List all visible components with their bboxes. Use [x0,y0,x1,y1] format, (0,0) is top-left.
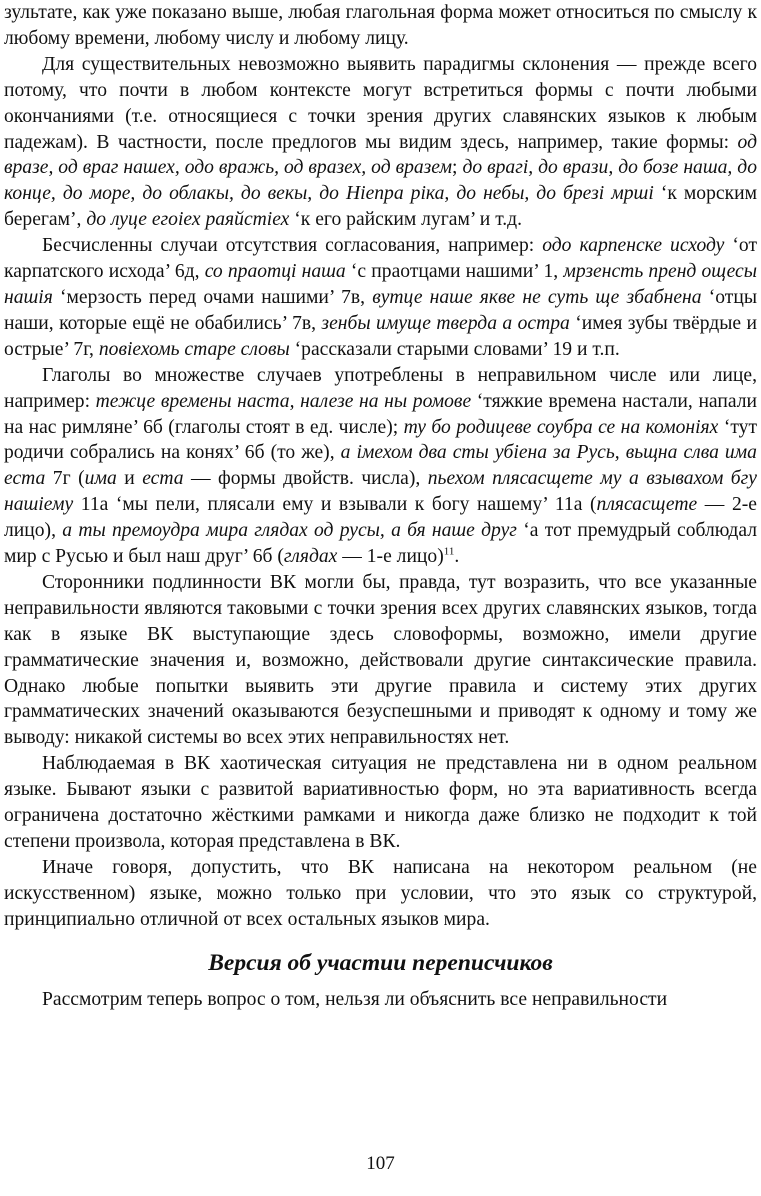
text-run: и [116,468,143,490]
italic-quote: до врагі, до врази, до бозе наша, до конце, до море, до облакы, до векы, до Hiепра ріка, до небы, до брезі мрші [4,157,757,205]
text-run: ‘мерзость перед очами нашими’ 7в, [52,286,373,308]
italic-quote: повiехомь старе словы [98,338,290,360]
section-heading: Версия об участии переписчиков [208,949,553,976]
text-run: ‘от карпатского исхода’ 6д, [4,235,758,283]
paragraphs-before-heading [4,0,757,933]
text-run: ‘к его райским лугам’ и т.д. [289,209,523,231]
text-run: ‘а тот премудрый соблюдал мир с Русью и был наш друг’ 6б ( [4,520,758,568]
page-number: 107 [366,1153,395,1174]
text-run: зультате, как уже показано выше, любая глагольная форма может относиться по смыслу к любому времени, любому числу и любому лицу. [4,2,757,49]
italic-quote: а iмехом два сты убiена за Русь, вьщна слва има еста [4,442,757,490]
text-run: ‘имея зубы твёрдые и острые’ 7г, [4,312,757,360]
text-run: Рассмотрим теперь вопрос о том, нельзя ли объяснить все неправильности [42,988,668,1010]
text-run: ‘тяжкие времена настали, напали на нас римляне’ 6б (глаголы стоят в ед. числе); [4,390,757,438]
text-run: Для существительных невозможно выявить парадигмы склонения — прежде всего потому, что почти в любом контексте могут встретиться формы с почти любыми окончаниями (т.е. относящиеся с точки зрения других славянских языков к любым падежам). В частности, после предлогов мы видим здесь, например, такие формы: [4,53,757,153]
text-run: Бесчисленны случаи отсутствия согласования, например: [42,235,543,257]
italic-quote: има [84,468,117,490]
body-text [4,0,757,1013]
italic-quote: со праотцi наша [204,261,346,283]
paragraph [4,233,757,363]
text-run: — 1-е лицо) [337,546,444,568]
paragraph [4,751,757,855]
paragraphs-after-heading [4,987,757,1013]
italic-quote: одо карпенске исходу [542,235,725,257]
paragraph [4,363,757,570]
paragraph [4,855,757,933]
text-run: Сторонники подлинности ВК могли бы, правда, тут возразить, что все указанные неправильности являются таковыми с точки зрения всех других славянских языков, тогда как в языке ВК выступающие здесь словоформы, возможно, имели другие грамматические значения и, возможно, действовали другие синтаксические правила. Однако любые попытки выявить эти другие правила и систему этих других грамматических значений оказываются безуспешными и приводят к одному и тому же выводу: никакой системы во всех этих неправильностях нет. [4,571,757,749]
italic-quote: мрзенсть пренд ощесы нашiя [4,261,757,308]
text-run: — формы двойств. числа), [183,468,428,490]
paragraph [4,570,757,751]
italic-quote: глядах [283,546,338,568]
italic-quote: тежце времены наста, налезе на ны ромове [95,390,472,412]
footnote-ref: 11 [443,545,455,558]
italic-quote: зенбы имуще тверда а остра [321,312,570,334]
italic-quote: пьехом плясасщете му а взывахом бгу нашiему [4,468,758,516]
text-run: 11а ‘мы пели, плясали ему и взывали к богу нашему’ 11а ( [73,494,597,516]
text-run: Глаголы во множестве случаев употреблены в неправильном числе или лице, например: [4,364,757,412]
text-run: Наблюдаемая в ВК хаотическая ситуация не представлена ни в одном реальном языке. Бывают языки с развитой вариативностью форм, но эта вариативность всегда ограничена достаточно жёсткими рамками и никогда даже близко не подходит к той степени произвола, которая представлена в ВК. [4,753,757,852]
italic-quote: плясасщете [596,494,698,516]
text-run: 7г ( [45,468,85,490]
text-run: — 2-е лицо), [4,494,757,542]
paragraph [4,987,757,1013]
paragraph [4,52,757,233]
paragraph [4,0,757,52]
italic-quote: ту бо родицеве соубра се на комонiях [403,416,719,438]
italic-quote: од вразе, од враг нашех, одо вражь, од вразех, од вразем [4,131,757,179]
text-run: ‘с праотцами нашими’ 1, [345,261,564,283]
text-run: Иначе говоря, допустить, что ВК написана на некотором реальном (не искусственном) языке, можно только при условии, что это язык со структурой, принципиально отличной от всех остальных языков мира. [4,856,757,930]
italic-quote: до луце егоiех раяйстiех [86,209,290,231]
text-run: . [454,546,460,568]
text-run: ‘тут родичи собрались на конях’ 6б (то же), [4,416,758,464]
text-run: ‘рассказали старыми словами’ 19 и т.п. [289,338,620,360]
text-run: ‘отцы наши, которые ещё не обабились’ 7в, [4,286,757,334]
italic-quote: а ты премоудра мира глядах од русы, а бя наше друг [62,520,517,542]
italic-quote: еста [142,468,184,490]
italic-quote: вутце наше якве не суть ще збабнена [372,286,702,308]
text-run: ; [452,157,463,179]
text-run: ‘к морским берегам’, [4,183,758,231]
